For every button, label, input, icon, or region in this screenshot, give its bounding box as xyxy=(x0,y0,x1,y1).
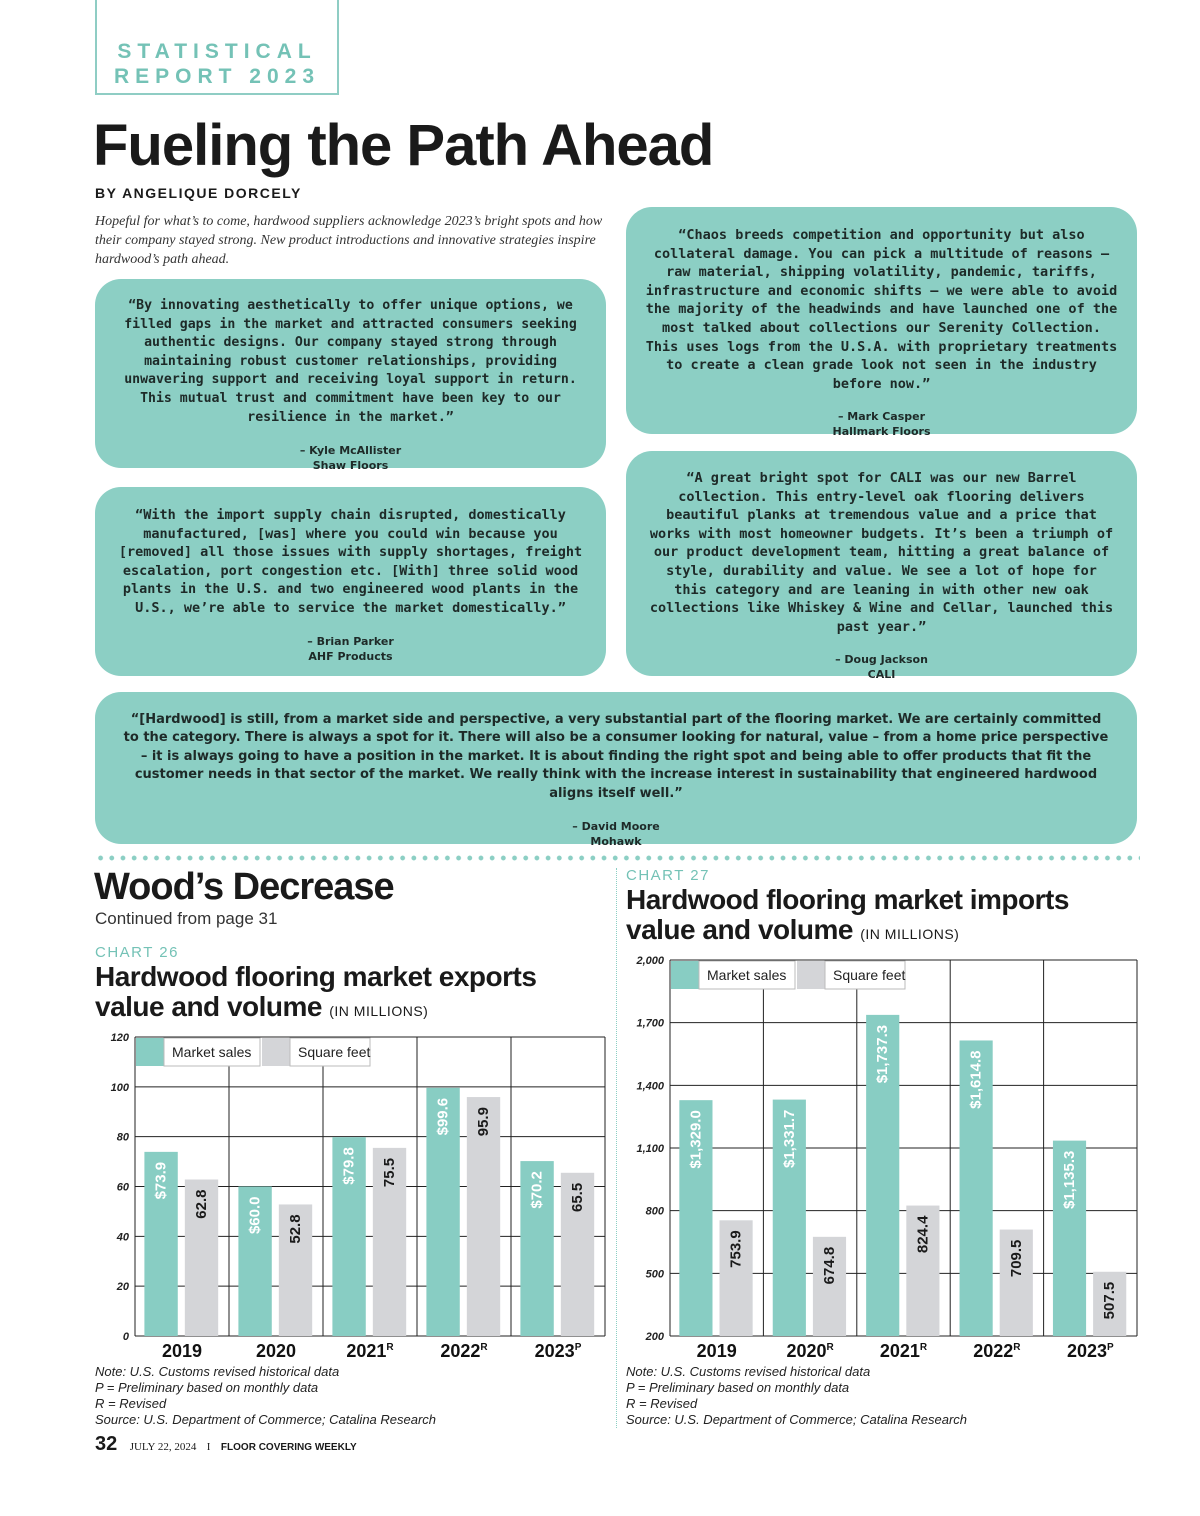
quote-text: “With the import supply chain disrupted, domestically manufactured, [was] where you could win because you [removed] all those issues with supply shortages, freight escalation, port congestion etc. [With] three solid wood plants in the U.S. and two engineered wood plants in the U.S., we’re able to service the market domestically.” xyxy=(118,507,583,616)
bar-data-label: $1,331.7 xyxy=(780,1109,798,1168)
y-tick-label: 80 xyxy=(116,1131,129,1144)
y-tick-label: 100 xyxy=(110,1081,129,1094)
x-category-label: 2020 xyxy=(255,1341,297,1361)
continued-note: Continued from page 31 xyxy=(95,909,278,928)
x-category-label: 2019 xyxy=(161,1341,203,1361)
tag-line-1: STATISTICAL xyxy=(117,40,317,63)
bar-data-label: 824.4 xyxy=(914,1215,932,1254)
note-line: Note: U.S. Customs revised historical data xyxy=(95,1364,340,1379)
quote-company: Shaw Floors xyxy=(312,459,389,473)
bar-data-label: 709.5 xyxy=(1007,1239,1025,1278)
chart-27-title-line2: value and volume xyxy=(626,914,853,945)
y-tick-label: 40 xyxy=(116,1231,129,1244)
note-line: Source: U.S. Department of Commerce; Catalina Research xyxy=(626,1412,968,1427)
quote-box-casper xyxy=(626,207,1137,439)
chart-27-title-line1: Hardwood flooring market imports xyxy=(626,884,1069,915)
y-tick-label: 1,700 xyxy=(636,1017,664,1030)
legend-label: Market sales xyxy=(707,967,787,983)
x-category-label: $2021^R$ xyxy=(346,1341,394,1361)
quote-company: Hallmark Floors xyxy=(832,425,931,439)
x-category-superscript: P xyxy=(574,1342,582,1353)
x-category-superscript: R xyxy=(386,1342,394,1353)
issue-date: JULY 22, 2024 xyxy=(129,1441,197,1453)
quote-box-jackson xyxy=(626,451,1137,682)
y-tick-label: 60 xyxy=(116,1181,129,1194)
quote-box-mcallister xyxy=(95,279,606,473)
bar-data-label: 65.5 xyxy=(569,1182,587,1212)
x-category-superscript: R xyxy=(826,1342,834,1353)
chart-26-title xyxy=(95,962,536,1026)
quote-box-parker xyxy=(95,487,606,676)
note-line: R = Revised xyxy=(95,1396,167,1411)
chart-26-unit: (IN MILLIONS) xyxy=(329,1003,429,1019)
y-tick-label: 200 xyxy=(645,1331,664,1343)
publication-name: FLOOR COVERING WEEKLY xyxy=(220,1442,357,1453)
quote-author: – Doug Jackson xyxy=(835,653,928,667)
quote-text: “A great bright spot for CALI was our new Barrel collection. This entry-level oak flooring delivers beautiful planks at tremendous value and a price that works with most homeowner budgets. It’s been a triumph of our product development team, hitting a great balance of style, durability and value. We see a lot of hope for this category and are leaning in with other new oak collections like Whiskey & Wine and Cellar, launched this past year.” xyxy=(649,470,1114,635)
x-category-superscript: R xyxy=(919,1342,928,1353)
bar-data-label: 75.5 xyxy=(381,1157,399,1188)
page-number: 32 xyxy=(95,1433,118,1455)
x-category-label: $2023^P$ xyxy=(534,1341,582,1361)
quote-text: “Chaos breeds competition and opportunity but also collateral damage. You can pick a multitude of reasons – raw material, shipping volatility, pandemic, tariffs, infrastructure and economic shifts – we were able to avoid the majority of the headwinds and have launched one of the most talked about collections our Serenity Collection. This uses logs from the U.S.A. with proprietary treatments to create a clean grade look not seen in the industry before now.” xyxy=(645,227,1118,392)
y-tick-label: 2,000 xyxy=(636,955,664,967)
chart-26-title-line2: value and volume xyxy=(95,991,322,1022)
page-title: Fueling the Path Ahead xyxy=(93,113,714,178)
chart-26-number: CHART 26 xyxy=(95,944,179,961)
bar-data-label: $1,737.3 xyxy=(874,1024,892,1084)
x-category-label: 2019 xyxy=(696,1341,737,1361)
y-tick-label: 800 xyxy=(645,1205,664,1218)
quote-text: “By innovating aesthetically to offer unique options, we filled gaps in the market and attracted consumers seeking authentic designs. Our company stayed strong through maintaining robust customer relationships, providing unwavering support and receiving loyal support in return. This mutual trust and commitment have been key to our resilience in the market.” xyxy=(124,298,577,425)
report-tag xyxy=(95,0,339,95)
legend-label: Square feet xyxy=(298,1044,371,1060)
bar-data-label: 507.5 xyxy=(1101,1281,1119,1320)
column-divider xyxy=(616,868,617,1428)
byline: BY ANGELIQUE DORCELY xyxy=(95,185,302,201)
quote-box-moore xyxy=(95,692,1137,849)
note-line: P = Preliminary based on monthly data xyxy=(626,1380,850,1395)
x-category-label: $2023^P$ xyxy=(1066,1341,1114,1361)
bar-data-label: $60.0 xyxy=(246,1196,264,1235)
bar-data-label: $99.6 xyxy=(434,1097,452,1136)
note-line: R = Revised xyxy=(626,1396,698,1411)
chart-27-unit: (IN MILLIONS) xyxy=(860,926,960,942)
quote-author: – Brian Parker xyxy=(307,634,394,648)
quote-company: Mohawk xyxy=(590,835,642,849)
bar-data-label: $79.8 xyxy=(340,1147,358,1185)
quote-author: – Kyle McAllister xyxy=(299,444,402,458)
tag-line-2: REPORT 2023 xyxy=(113,65,321,88)
quote-author: – Mark Casper xyxy=(837,410,926,424)
note-line: Source: U.S. Department of Commerce; Catalina Research xyxy=(95,1412,437,1427)
x-category-label: $2022^R$ xyxy=(973,1341,1021,1361)
bar-data-label: 753.9 xyxy=(727,1230,745,1268)
chart-27-number: CHART 27 xyxy=(626,867,710,884)
bar-data-label: 52.8 xyxy=(287,1214,305,1244)
y-tick-label: 1,100 xyxy=(636,1143,664,1155)
legend-swatch xyxy=(671,961,699,989)
y-tick-label: 20 xyxy=(116,1281,129,1294)
y-tick-label: 1,400 xyxy=(636,1080,664,1093)
section-title: Wood’s Decrease xyxy=(94,866,394,908)
note-line: P = Preliminary based on monthly data xyxy=(95,1380,319,1395)
y-tick-label: 0 xyxy=(122,1331,129,1343)
bar-data-label: $1,329.0 xyxy=(687,1110,705,1169)
y-tick-label: 500 xyxy=(645,1268,664,1281)
quote-text: “[Hardwood] is still, from a market side and perspective, a very substantial part of the flooring market. We are certainly committed to the category. There is always a spot for it. There will also be a consumer looking for natural, value – from a home price perspective – it is always going to have a position in the market. It is about finding the right spot and being able to offer products that fit the customer needs in that sector of the market. We really think with the increase interest in sustainability that engineered hardwood aligns itself well.” xyxy=(123,712,1109,801)
legend-label: Market sales xyxy=(172,1044,252,1060)
note-line: Note: U.S. Customs revised historical data xyxy=(626,1364,871,1379)
legend-label: Square feet xyxy=(833,967,906,983)
x-category-superscript: R xyxy=(480,1342,488,1353)
x-category-label: $2022^R$ xyxy=(440,1341,488,1361)
dotted-divider xyxy=(95,855,1140,861)
chart-27-imports xyxy=(620,951,1145,1366)
bar-data-label: 674.8 xyxy=(820,1246,838,1285)
x-category-label: $2020^R$ xyxy=(786,1341,834,1361)
legend-swatch xyxy=(797,961,825,989)
intro-text: Hopeful for what’s to come, hardwood suppliers acknowledge 2023’s bright spots and how their company stayed strong. New product introductions and innovative strategies inspire hardwood’s path ahead. xyxy=(95,214,603,267)
bar-data-label: $1,614.8 xyxy=(967,1050,985,1109)
y-tick-label: 120 xyxy=(110,1032,129,1044)
legend-swatch xyxy=(136,1038,164,1066)
bar-data-label: $73.9 xyxy=(152,1161,170,1200)
quote-company: AHF Products xyxy=(308,649,393,663)
footer-separator: I xyxy=(206,1441,211,1453)
chart-27-title xyxy=(626,885,1069,949)
bar-data-label: $70.2 xyxy=(528,1171,546,1209)
x-category-superscript: P xyxy=(1106,1342,1114,1353)
chart-26-title-line1: Hardwood flooring market exports xyxy=(95,961,537,992)
quote-author: – David Moore xyxy=(572,820,660,834)
page-footer xyxy=(95,1433,357,1456)
legend-swatch xyxy=(262,1038,290,1066)
bar-data-label: 62.8 xyxy=(193,1189,211,1219)
x-category-label: $2021^R$ xyxy=(879,1341,928,1361)
quote-company: CALI xyxy=(867,668,896,682)
bar-data-label: 95.9 xyxy=(475,1107,493,1137)
x-category-superscript: R xyxy=(1013,1342,1021,1353)
chart-27-notes xyxy=(626,1364,967,1428)
chart-26-notes xyxy=(95,1364,436,1428)
chart-26-exports xyxy=(90,1028,615,1366)
bar-data-label: $1,135.3 xyxy=(1061,1150,1079,1210)
